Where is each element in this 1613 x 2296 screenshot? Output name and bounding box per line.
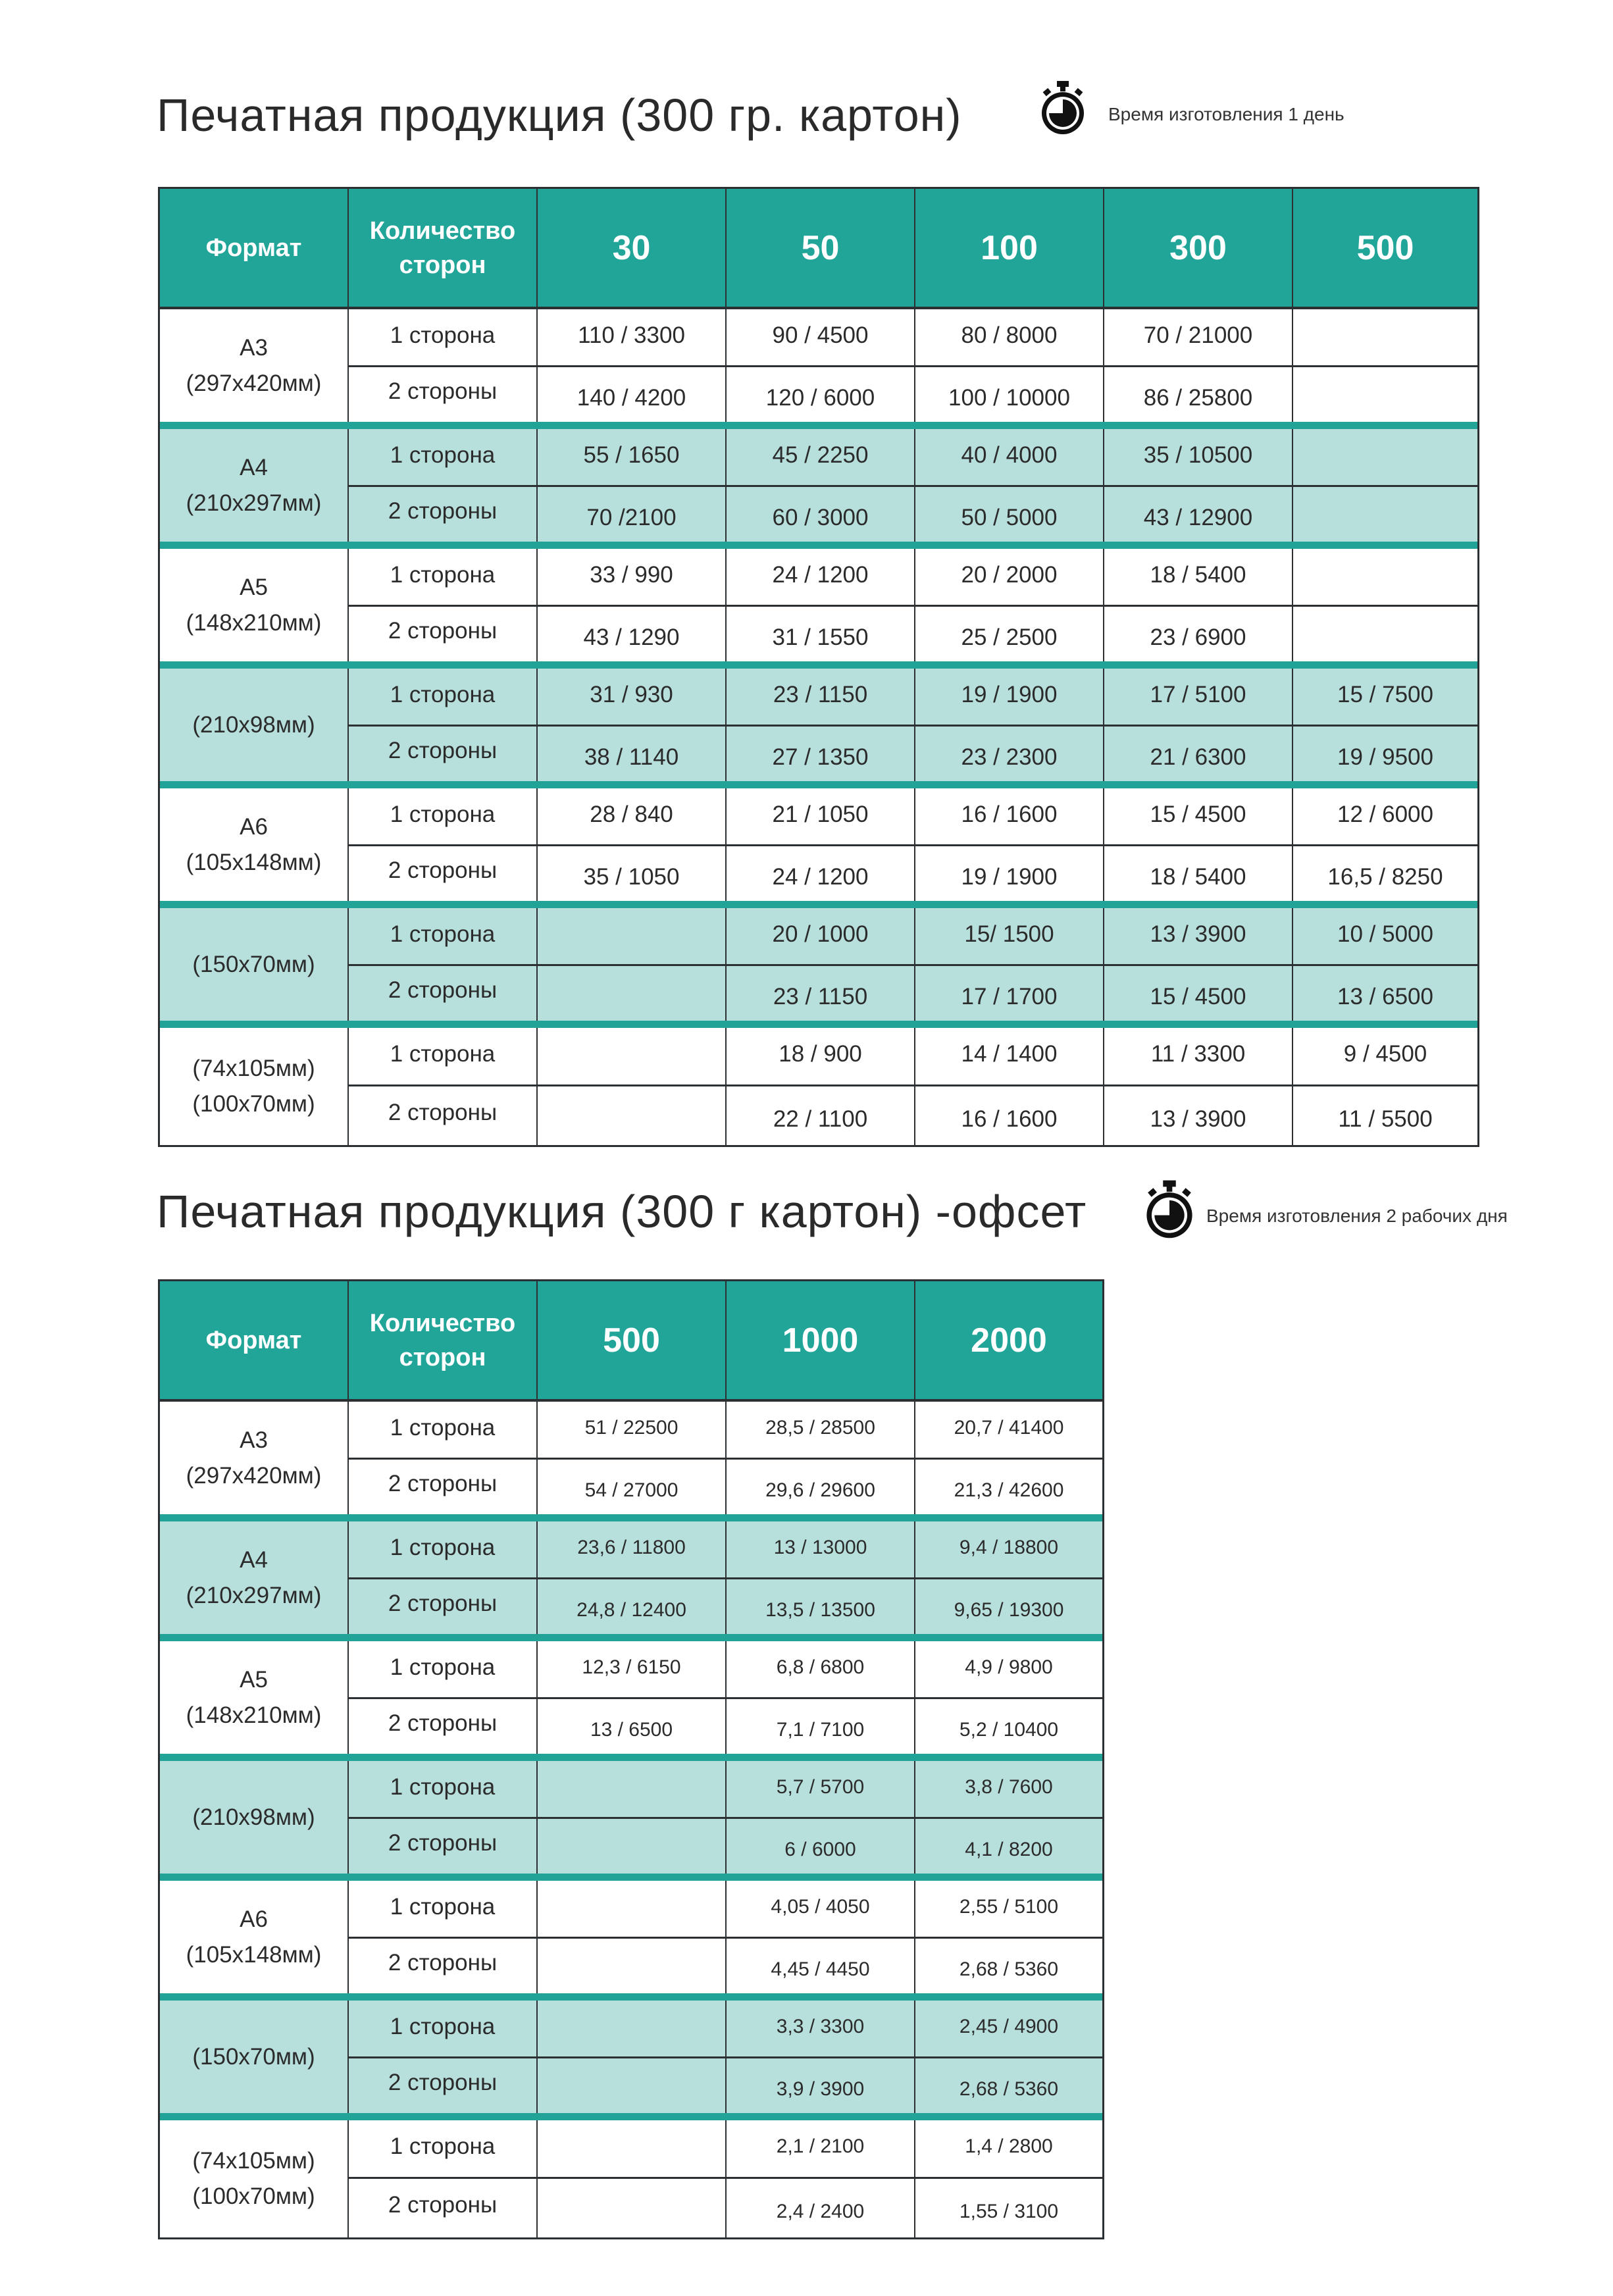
table-row — [349, 966, 1477, 1021]
price-cell: 21 / 1050 — [727, 788, 915, 844]
price-cell: 18 / 5400 — [1104, 846, 1293, 901]
format-line: (74x105мм) — [192, 2148, 315, 2174]
price-cell: 15/ 1500 — [915, 908, 1104, 964]
stopwatch-icon — [1038, 81, 1087, 135]
price-cell: 15 / 4500 — [1104, 966, 1293, 1021]
format-label — [160, 429, 349, 542]
price-cell — [1293, 549, 1477, 605]
sides-cell: 1 сторона — [349, 2001, 538, 2056]
column-header: 50 — [727, 189, 915, 307]
price-cell: 17 / 1700 — [915, 966, 1104, 1021]
format-group — [160, 788, 1477, 901]
sides-cell: 2 стороны — [349, 1086, 538, 1145]
sides-cell: 1 сторона — [349, 908, 538, 964]
price-cell — [538, 1881, 727, 1937]
group-divider — [160, 2113, 1102, 2120]
format-line: (74x105мм) — [192, 1056, 315, 1081]
table-header — [160, 189, 1477, 309]
column-header: 30 — [538, 189, 727, 307]
price-cell: 18 / 900 — [727, 1028, 915, 1084]
sides-cell: 2 стороны — [349, 1819, 538, 1874]
group-divider — [160, 1754, 1102, 1761]
price-cell: 6,8 / 6800 — [727, 1641, 915, 1697]
price-cell: 28 / 840 — [538, 788, 727, 844]
group-rows — [349, 1641, 1102, 1754]
format-group — [160, 1402, 1102, 1514]
price-cell: 2,55 / 5100 — [959, 1895, 1059, 1918]
format-label — [160, 908, 349, 1021]
group-divider — [160, 542, 1477, 549]
table-row — [349, 549, 1477, 607]
price-cell — [538, 2179, 727, 2237]
price-cell: 13 / 13000 — [727, 1521, 915, 1577]
sides-cell: 2 стороны — [349, 607, 538, 661]
table-row — [349, 1086, 1477, 1145]
group-divider — [160, 1634, 1102, 1641]
price-cell: 12,3 / 6150 — [538, 1641, 727, 1697]
price-cell: 100 / 10000 — [915, 367, 1104, 422]
group-divider — [160, 661, 1477, 669]
format-group — [160, 1641, 1102, 1754]
section-title-digital: Печатная продукция (300 гр. картон) — [157, 89, 962, 141]
price-cell: 23,6 / 11800 — [538, 1521, 727, 1577]
sides-cell: 2 стороны — [349, 1460, 538, 1514]
sides-cell: 2 стороны — [349, 1579, 538, 1634]
format-label — [160, 309, 349, 422]
format-group — [160, 309, 1477, 422]
price-cell: 9,65 / 19300 — [954, 1598, 1064, 1621]
price-cell: 140 / 4200 — [538, 367, 727, 422]
price-cell: 31 / 1550 — [727, 607, 915, 661]
price-cell: 19 / 1900 — [915, 846, 1104, 901]
format-line: A4 — [240, 1546, 268, 1573]
price-cell: 20,7 / 41400 — [954, 1416, 1064, 1439]
price-cell: 1,55 / 3100 — [959, 2200, 1059, 2222]
price-cell: 43 / 1290 — [538, 607, 727, 661]
price-cell: 4,05 / 4050 — [727, 1881, 915, 1937]
sides-cell: 1 сторона — [349, 1641, 538, 1697]
price-cell: 15 / 4500 — [1104, 788, 1293, 844]
group-rows — [349, 549, 1477, 661]
price-cell: 2,45 / 4900 — [959, 2015, 1059, 2037]
price-cell — [1293, 309, 1477, 365]
price-cell: 9,4 / 18800 — [959, 1536, 1059, 1558]
production-time-note: Время изготовления 2 рабочих дня — [1206, 1206, 1508, 1226]
column-header: 500 — [1356, 228, 1414, 267]
table-row — [349, 487, 1477, 542]
price-cell: 3,9 / 3900 — [727, 2058, 915, 2113]
group-rows — [349, 429, 1477, 542]
price-cell — [538, 2058, 727, 2113]
format-line: A3 — [240, 1427, 268, 1453]
sides-cell: 2 стороны — [349, 727, 538, 781]
price-cell: 6 / 6000 — [727, 1819, 915, 1874]
price-cell: 110 / 3300 — [538, 309, 727, 365]
format-label — [160, 1881, 349, 1993]
format-line: (105x148мм) — [186, 849, 322, 875]
price-cell — [538, 2001, 727, 2056]
format-group — [160, 1521, 1102, 1634]
price-cell: 13 / 6500 — [538, 1699, 727, 1754]
price-cell — [1293, 367, 1477, 422]
sides-cell: 2 стороны — [349, 1699, 538, 1754]
format-group — [160, 669, 1477, 781]
price-cell: 24 / 1200 — [727, 549, 915, 605]
price-cell: 2,68 / 5360 — [959, 1958, 1059, 1980]
price-cell: 16,5 / 8250 — [1327, 863, 1443, 890]
table-row — [349, 1521, 1102, 1579]
price-cell: 33 / 990 — [538, 549, 727, 605]
group-rows — [349, 1402, 1102, 1514]
sides-cell: 1 сторона — [349, 1402, 538, 1458]
price-cell: 16 / 1600 — [915, 1086, 1104, 1145]
table-row — [349, 727, 1477, 781]
format-line: A3 — [240, 334, 268, 361]
price-cell: 4,1 / 8200 — [965, 1838, 1053, 1860]
table-row — [349, 1819, 1102, 1874]
price-cell — [538, 966, 727, 1021]
price-cell — [538, 2120, 727, 2177]
price-cell: 13,5 / 13500 — [727, 1579, 915, 1634]
price-cell: 11 / 5500 — [1338, 1106, 1433, 1132]
format-line: (210x297мм) — [186, 490, 322, 516]
format-line: (210x98мм) — [192, 1804, 315, 1830]
price-cell: 7,1 / 7100 — [727, 1699, 915, 1754]
price-cell: 70 /2100 — [538, 487, 727, 542]
price-cell: 16 / 1600 — [915, 788, 1104, 844]
price-cell: 19 / 1900 — [915, 669, 1104, 725]
column-header: Формат — [160, 1281, 349, 1399]
format-line: (148x210мм) — [186, 1702, 322, 1728]
price-cell: 24 / 1200 — [727, 846, 915, 901]
price-cell — [1293, 429, 1477, 485]
format-label — [160, 1402, 349, 1514]
sides-cell: 1 сторона — [349, 309, 538, 365]
column-header: 300 — [1104, 189, 1293, 307]
table-row — [349, 1761, 1102, 1819]
price-cell: 21,3 / 42600 — [954, 1479, 1064, 1501]
format-label — [160, 1028, 349, 1145]
price-cell: 38 / 1140 — [538, 727, 727, 781]
price-cell: 23 / 2300 — [915, 727, 1104, 781]
price-cell: 2,68 / 5360 — [959, 2078, 1059, 2100]
group-divider — [160, 422, 1477, 429]
price-cell: 43 / 12900 — [1104, 487, 1293, 542]
table-row — [349, 1641, 1102, 1699]
table-row — [349, 908, 1477, 966]
format-line: (210x297мм) — [186, 1582, 322, 1608]
table-header — [160, 1281, 1102, 1402]
price-cell: 1,4 / 2800 — [965, 2135, 1053, 2157]
price-cell: 13 / 3900 — [1104, 908, 1293, 964]
price-table-digital — [158, 187, 1479, 1147]
format-label — [160, 1641, 349, 1754]
price-cell — [1293, 607, 1477, 661]
column-header: Количество сторон — [349, 1281, 538, 1399]
sides-cell: 1 сторона — [349, 429, 538, 485]
group-divider — [160, 1874, 1102, 1881]
sides-cell: 1 сторона — [349, 1028, 538, 1084]
price-cell: 14 / 1400 — [915, 1028, 1104, 1084]
price-cell: 25 / 2500 — [915, 607, 1104, 661]
price-cell: 40 / 4000 — [915, 429, 1104, 485]
format-line: A6 — [240, 1906, 268, 1932]
price-cell: 2,4 / 2400 — [727, 2179, 915, 2237]
table-row — [349, 1579, 1102, 1634]
group-rows — [349, 2120, 1102, 2237]
group-divider — [160, 901, 1477, 908]
sides-cell: 1 сторона — [349, 1761, 538, 1817]
format-group — [160, 1028, 1477, 1145]
format-label — [160, 1761, 349, 1874]
price-cell: 45 / 2250 — [727, 429, 915, 485]
price-cell: 28,5 / 28500 — [727, 1402, 915, 1458]
group-divider — [160, 781, 1477, 788]
format-line: (150x70мм) — [192, 2043, 315, 2070]
format-line: (100x70мм) — [192, 2183, 315, 2209]
table-row — [349, 1939, 1102, 1993]
table-row — [349, 1699, 1102, 1754]
price-cell: 13 / 6500 — [1337, 983, 1433, 1009]
format-line: (148x210мм) — [186, 609, 322, 636]
price-cell: 35 / 1050 — [538, 846, 727, 901]
format-group — [160, 908, 1477, 1021]
format-group — [160, 2120, 1102, 2237]
sides-cell: 1 сторона — [349, 549, 538, 605]
price-cell: 17 / 5100 — [1104, 669, 1293, 725]
table-row — [349, 1028, 1477, 1086]
format-line: A5 — [240, 574, 268, 600]
format-line: (100x70мм) — [192, 1091, 315, 1117]
price-cell: 4,45 / 4450 — [727, 1939, 915, 1993]
price-cell: 11 / 3300 — [1104, 1028, 1293, 1084]
table-row — [349, 367, 1477, 422]
table-row — [349, 1460, 1102, 1514]
price-cell — [1293, 487, 1477, 542]
price-cell: 23 / 1150 — [727, 966, 915, 1021]
price-cell: 23 / 6900 — [1104, 607, 1293, 661]
price-cell: 19 / 9500 — [1337, 744, 1433, 770]
table-row — [349, 669, 1477, 727]
table-row — [349, 309, 1477, 367]
sides-cell: 1 сторона — [349, 669, 538, 725]
price-cell — [538, 1086, 727, 1145]
sides-cell: 2 стороны — [349, 966, 538, 1021]
price-cell: 20 / 1000 — [727, 908, 915, 964]
column-header: 2000 — [971, 1321, 1047, 1360]
production-time-note: Время изготовления 1 день — [1108, 104, 1344, 124]
group-rows — [349, 2001, 1102, 2113]
group-rows — [349, 1521, 1102, 1634]
column-header: 1000 — [727, 1281, 915, 1399]
column-header: 100 — [915, 189, 1104, 307]
price-cell: 5,7 / 5700 — [727, 1761, 915, 1817]
price-cell — [538, 908, 727, 964]
format-line: (297x420мм) — [186, 370, 322, 396]
table-row — [349, 2120, 1102, 2179]
price-cell: 10 / 5000 — [1337, 921, 1433, 947]
format-group — [160, 1881, 1102, 1993]
price-cell: 120 / 6000 — [727, 367, 915, 422]
format-label — [160, 669, 349, 781]
sides-cell: 1 сторона — [349, 1521, 538, 1577]
price-cell: 70 / 21000 — [1104, 309, 1293, 365]
format-group — [160, 549, 1477, 661]
sides-cell: 2 стороны — [349, 846, 538, 901]
price-cell: 29,6 / 29600 — [727, 1460, 915, 1514]
format-label — [160, 2001, 349, 2113]
price-cell — [538, 1819, 727, 1874]
price-cell — [538, 1028, 727, 1084]
price-cell: 15 / 7500 — [1337, 681, 1433, 707]
format-group — [160, 429, 1477, 542]
price-cell: 13 / 3900 — [1104, 1086, 1293, 1145]
table-row — [349, 846, 1477, 901]
format-label — [160, 788, 349, 901]
price-cell: 35 / 10500 — [1104, 429, 1293, 485]
format-line: (210x98мм) — [192, 711, 315, 738]
format-line: (150x70мм) — [192, 951, 315, 977]
table-row — [349, 607, 1477, 661]
section-title-offset: Печатная продукция (300 г картон) -офсет — [157, 1186, 1087, 1237]
group-rows — [349, 1028, 1477, 1145]
price-cell: 60 / 3000 — [727, 487, 915, 542]
group-rows — [349, 1881, 1102, 1993]
price-cell — [538, 1761, 727, 1817]
price-cell: 2,1 / 2100 — [727, 2120, 915, 2177]
price-table-offset — [158, 1279, 1104, 2239]
price-cell: 22 / 1100 — [727, 1086, 915, 1145]
price-cell: 3,8 / 7600 — [965, 1775, 1053, 1798]
sides-cell: 2 стороны — [349, 367, 538, 422]
price-cell: 90 / 4500 — [727, 309, 915, 365]
format-label — [160, 2120, 349, 2237]
stopwatch-icon — [1143, 1180, 1196, 1239]
group-rows — [349, 1761, 1102, 1874]
price-cell: 27 / 1350 — [727, 727, 915, 781]
price-cell: 12 / 6000 — [1337, 801, 1433, 827]
group-divider — [160, 1021, 1477, 1028]
price-cell: 4,9 / 9800 — [965, 1656, 1053, 1678]
group-rows — [349, 788, 1477, 901]
price-cell: 20 / 2000 — [915, 549, 1104, 605]
sides-cell: 2 стороны — [349, 1939, 538, 1993]
sides-cell: 2 стороны — [349, 2058, 538, 2113]
group-rows — [349, 309, 1477, 422]
price-cell — [538, 1939, 727, 1993]
sides-cell: 1 сторона — [349, 788, 538, 844]
price-cell: 54 / 27000 — [538, 1460, 727, 1514]
group-rows — [349, 908, 1477, 1021]
format-group — [160, 2001, 1102, 2113]
sides-cell: 2 стороны — [349, 2179, 538, 2237]
sides-cell: 1 сторона — [349, 1881, 538, 1937]
price-cell: 5,2 / 10400 — [959, 1718, 1059, 1741]
column-header: Количество сторон — [349, 189, 538, 307]
table-row — [349, 1881, 1102, 1939]
sides-cell: 2 стороны — [349, 487, 538, 542]
column-header: Формат — [160, 189, 349, 307]
sides-cell: 1 сторона — [349, 2120, 538, 2177]
format-label — [160, 1521, 349, 1634]
table-row — [349, 429, 1477, 487]
price-cell: 18 / 5400 — [1104, 549, 1293, 605]
format-label — [160, 549, 349, 661]
table-row — [349, 1402, 1102, 1460]
price-cell: 21 / 6300 — [1104, 727, 1293, 781]
price-cell: 80 / 8000 — [915, 309, 1104, 365]
group-rows — [349, 669, 1477, 781]
price-cell: 51 / 22500 — [538, 1402, 727, 1458]
price-cell: 24,8 / 12400 — [538, 1579, 727, 1634]
format-line: (105x148мм) — [186, 1941, 322, 1968]
format-group — [160, 1761, 1102, 1874]
price-cell: 55 / 1650 — [538, 429, 727, 485]
group-divider — [160, 1993, 1102, 2001]
price-cell: 3,3 / 3300 — [727, 2001, 915, 2056]
table-row — [349, 2001, 1102, 2058]
group-divider — [160, 1514, 1102, 1521]
table-row — [349, 2179, 1102, 2237]
price-cell: 50 / 5000 — [915, 487, 1104, 542]
format-line: A6 — [240, 813, 268, 840]
format-line: A5 — [240, 1666, 268, 1693]
price-cell: 86 / 25800 — [1104, 367, 1293, 422]
column-header: 500 — [538, 1281, 727, 1399]
price-cell: 23 / 1150 — [727, 669, 915, 725]
table-row — [349, 2058, 1102, 2113]
table-row — [349, 788, 1477, 846]
format-line: (297x420мм) — [186, 1462, 322, 1489]
format-line: A4 — [240, 454, 268, 480]
price-cell: 9 / 4500 — [1343, 1041, 1427, 1067]
price-cell: 31 / 930 — [538, 669, 727, 725]
